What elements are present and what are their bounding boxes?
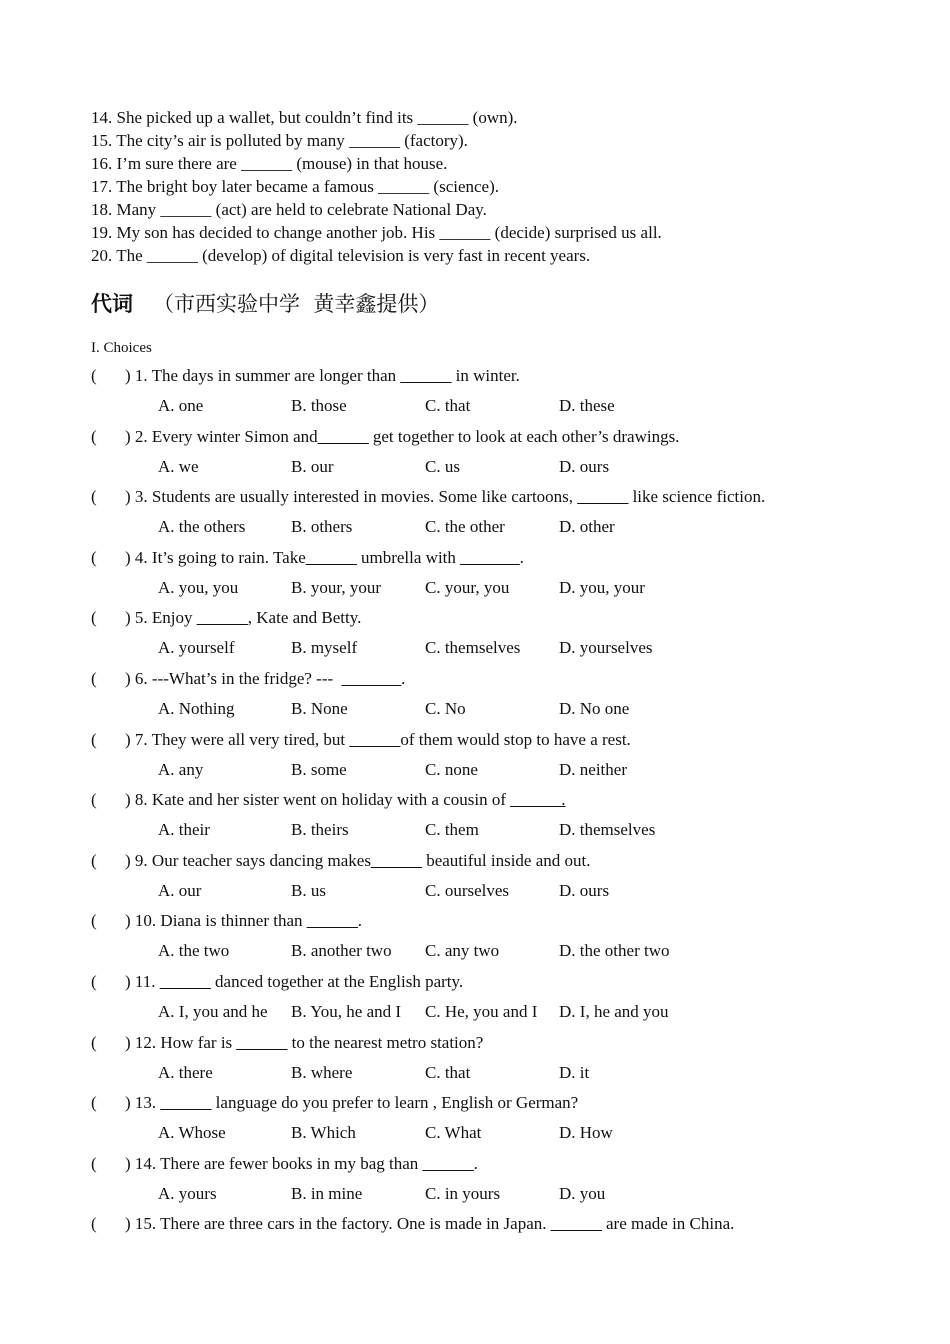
section-title: 代词	[91, 292, 133, 316]
question-text: ) 2. Every winter Simon and______ get together to look at each other’s drawings.	[125, 426, 680, 446]
options-row	[91, 1060, 881, 1090]
option-d: D. I, he and you	[559, 1001, 669, 1021]
option-b: B. None	[291, 698, 348, 718]
options-row	[91, 454, 881, 484]
option-a: A. Nothing	[158, 698, 235, 718]
option-d: D. themselves	[559, 820, 656, 840]
option-d: D. these	[559, 396, 615, 415]
options-row	[91, 1120, 881, 1150]
option-a: A. there	[158, 1062, 213, 1082]
option-c: C. He, you and I	[425, 1001, 538, 1021]
options-row	[91, 757, 881, 787]
options-row	[91, 635, 881, 665]
question-text: ) 15. There are three cars in the factory. One is made in Japan. ______ are made in China.	[125, 1214, 735, 1234]
answer-blank: ______	[306, 911, 358, 931]
answer-paren: (	[91, 668, 97, 688]
list-item: 14. She picked up a wallet, but couldn’t find its ______ (own).	[91, 108, 518, 127]
answer-paren: (	[91, 547, 97, 567]
option-a: A. we	[158, 456, 199, 476]
question-item	[91, 1211, 881, 1272]
option-a: A. any	[158, 759, 204, 779]
answer-blank: ______	[422, 1153, 474, 1173]
question-text: ) 3. Students are usually interested in movies. Some like cartoons, ______ like science fiction.	[125, 487, 766, 507]
option-c: C. What	[425, 1123, 482, 1143]
question-item	[91, 1030, 881, 1091]
option-a: A. their	[158, 820, 210, 840]
list-item: 18. Many ______ (act) are held to celebrate National Day.	[91, 200, 487, 219]
option-c: C. themselves	[425, 638, 521, 658]
question-item	[91, 969, 881, 1030]
option-a: A. our	[158, 880, 202, 900]
section-source: （市西实验中学 黄幸鑫提供）	[153, 292, 440, 316]
options-row	[91, 696, 881, 726]
question-text: ) 9. Our teacher says dancing makes______ beautiful inside and out.	[125, 850, 591, 870]
options-row	[91, 575, 881, 605]
list-item: 16. I’m sure there are ______ (mouse) in that house.	[91, 154, 448, 173]
option-b: B. You, he and I	[291, 1001, 402, 1021]
section-heading	[91, 290, 439, 318]
list-item: 19. My son has decided to change another job. His ______ (decide) surprised us all.	[91, 223, 662, 242]
question-item	[91, 908, 881, 969]
options-row	[91, 817, 881, 847]
question-item	[91, 484, 881, 545]
options-row	[91, 1181, 881, 1211]
option-c: C. them	[425, 820, 479, 840]
option-c: C. that	[425, 396, 471, 415]
question-text: ) 6. ---What’s in the fridge? --- _______.	[125, 668, 406, 688]
answer-blank: ______	[196, 608, 248, 628]
answer-blank: ______.	[510, 790, 566, 810]
list-item: 15. The city’s air is polluted by many ______ (factory).	[91, 131, 468, 150]
answer-blank: ______	[349, 729, 401, 749]
option-d: D. you	[559, 1183, 606, 1203]
answer-paren: (	[91, 1032, 97, 1052]
option-d: D. ours	[559, 880, 610, 900]
question-item	[91, 363, 881, 424]
option-b: B. us	[291, 880, 326, 900]
option-a: A. yourself	[158, 638, 235, 658]
answer-blank: ______	[550, 1214, 602, 1234]
previous-exercise-list	[91, 106, 662, 267]
option-a: A. Whose	[158, 1123, 226, 1143]
option-d: D. the other two	[559, 941, 670, 961]
answer-paren: (	[91, 790, 97, 810]
answer-blank: ______	[305, 547, 357, 567]
option-d: D. neither	[559, 759, 627, 779]
question-text: ) 8. Kate and her sister went on holiday with a cousin of ______.	[125, 790, 566, 810]
option-a: A. I, you and he	[158, 1001, 268, 1021]
options-row	[91, 938, 881, 968]
answer-paren: (	[91, 971, 97, 991]
section-label: I. Choices	[91, 340, 152, 356]
option-b: B. another two	[291, 941, 392, 961]
answer-blank: ______	[236, 1032, 288, 1052]
option-a: A. yours	[158, 1183, 217, 1203]
option-a: A. one	[158, 396, 204, 415]
option-b: B. others	[291, 517, 353, 537]
question-text: ) 13. ______ language do you prefer to learn , English or German?	[125, 1093, 579, 1113]
option-b: B. our	[291, 456, 334, 476]
question-item	[91, 1090, 881, 1151]
answer-paren: (	[91, 487, 97, 507]
option-b: B. your, your	[291, 577, 381, 597]
question-text: ) 11. ______ danced together at the English party.	[125, 971, 464, 991]
option-b: B. Which	[291, 1123, 356, 1143]
answer-paren: (	[91, 729, 97, 749]
option-c: C. No	[425, 698, 466, 718]
option-c: C. any two	[425, 941, 500, 961]
answer-paren: (	[91, 850, 97, 870]
answer-paren: (	[91, 608, 97, 628]
answer-paren: (	[91, 911, 97, 931]
list-item: 20. The ______ (develop) of digital television is very fast in recent years.	[91, 246, 591, 265]
option-c: C. that	[425, 1062, 471, 1082]
option-d: D. How	[559, 1123, 613, 1143]
answer-paren: (	[91, 426, 97, 446]
answer-blank: _______	[460, 547, 520, 567]
option-c: C. none	[425, 759, 478, 779]
option-c: C. in yours	[425, 1183, 501, 1203]
answer-paren: (	[91, 1093, 97, 1113]
question-text: ) 10. Diana is thinner than ______.	[125, 911, 363, 931]
option-c: C. the other	[425, 517, 505, 537]
answer-paren: (	[91, 1214, 97, 1234]
option-a: A. you, you	[158, 577, 239, 597]
question-item	[91, 545, 881, 606]
option-d: D. yourselves	[559, 638, 653, 658]
option-b: B. myself	[291, 638, 358, 658]
question-text: ) 1. The days in summer are longer than ______ in winter.	[125, 366, 520, 385]
question-text: ) 12. How far is ______ to the nearest metro station?	[125, 1032, 484, 1052]
options-row	[91, 393, 881, 423]
question-item	[91, 605, 881, 666]
question-item	[91, 787, 881, 848]
answer-blank: ______	[317, 426, 369, 446]
option-d: D. No one	[559, 698, 630, 718]
question-item	[91, 1151, 881, 1212]
option-c: C. ourselves	[425, 880, 510, 900]
options-row	[91, 514, 881, 544]
option-d: D. it	[559, 1062, 590, 1082]
option-b: B. in mine	[291, 1183, 363, 1203]
option-b: B. theirs	[291, 820, 349, 840]
option-a: A. the others	[158, 517, 246, 537]
answer-paren: (	[91, 366, 97, 385]
question-item	[91, 727, 881, 788]
question-text: ) 14. There are fewer books in my bag than ______.	[125, 1153, 478, 1173]
question-text: ) 7. They were all very tired, but ______of them would stop to have a rest.	[125, 729, 631, 749]
answer-blank: _______	[341, 668, 402, 688]
option-a: A. the two	[158, 941, 230, 961]
option-b: B. those	[291, 396, 347, 415]
answer-blank: ______	[370, 850, 422, 870]
question-item	[91, 424, 881, 485]
option-c: C. your, you	[425, 577, 510, 597]
option-b: B. some	[291, 759, 347, 779]
answer-blank: ______	[160, 1093, 212, 1113]
question-text: ) 5. Enjoy ______, Kate and Betty.	[125, 608, 362, 628]
question-item	[91, 848, 881, 909]
question-item	[91, 666, 881, 727]
list-item: 17. The bright boy later became a famous ______ (science).	[91, 177, 500, 196]
answer-paren: (	[91, 1153, 97, 1173]
option-d: D. ours	[559, 456, 610, 476]
option-d: D. other	[559, 517, 615, 537]
answer-blank: ______	[577, 487, 629, 507]
question-text: ) 4. It’s going to rain. Take______ umbrella with _______.	[125, 547, 524, 567]
option-d: D. you, your	[559, 577, 645, 597]
answer-blank: ______	[400, 366, 452, 385]
options-row	[91, 999, 881, 1029]
question-list	[91, 363, 881, 1272]
option-c: C. us	[425, 456, 460, 476]
option-b: B. where	[291, 1062, 353, 1082]
answer-blank: ______	[159, 971, 211, 991]
options-row	[91, 878, 881, 908]
